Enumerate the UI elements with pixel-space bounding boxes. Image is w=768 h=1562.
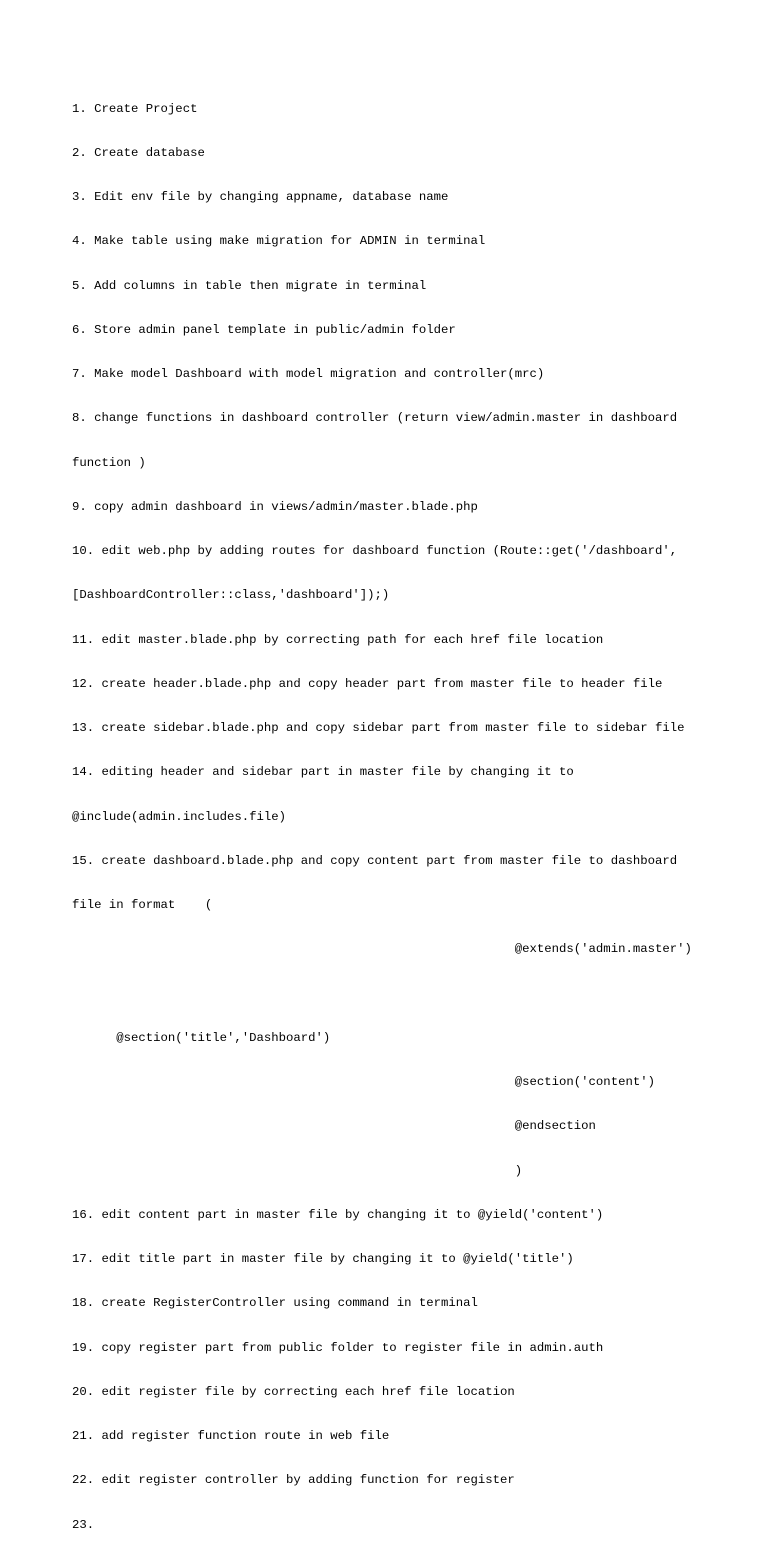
text-line: @endsection	[72, 1119, 596, 1134]
text-line: 15. create dashboard.blade.php and copy content part from master file to dashboard	[72, 853, 678, 868]
text-line: 2. Create database	[72, 145, 205, 160]
blank-line	[72, 987, 712, 1002]
text-line: 23.	[72, 1517, 95, 1532]
text-line: )	[72, 1163, 523, 1178]
text-line: function )	[72, 455, 146, 470]
text-line: 5. Add columns in table then migrate in terminal	[72, 278, 427, 293]
text-line: 1. Create Project	[72, 101, 198, 116]
text-line: @section('content')	[72, 1075, 655, 1089]
text-line: [DashboardController::class,'dashboard']);)	[72, 588, 390, 603]
text-line: 11. edit master.blade.php by correcting path for each href file location	[72, 632, 604, 647]
text-line: 17. edit title part in master file by changing it to @yield('title')	[72, 1252, 574, 1266]
text-line: 7. Make model Dashboard with model migration and controller(mrc)	[72, 367, 545, 381]
text-line: 16. edit content part in master file by changing it to @yield('content')	[72, 1207, 604, 1222]
text-line: 18. create RegisterController using command in terminal	[72, 1296, 478, 1311]
text-line: 19. copy register part from public folder to register file in admin.auth	[72, 1340, 604, 1355]
text-line: @extends('admin.master')	[72, 942, 692, 957]
text-line: 21. add register function route in web file	[72, 1429, 390, 1443]
text-line: 6. Store admin panel template in public/admin folder	[72, 322, 456, 337]
text-line: 20. edit register file by correcting each href file location	[72, 1384, 515, 1399]
text-line: 9. copy admin dashboard in views/admin/master.blade.php	[72, 499, 478, 514]
text-line: 4. Make table using make migration for ADMIN in terminal	[72, 234, 486, 249]
text-line: @include(admin.includes.file)	[72, 809, 287, 824]
text-line: 10. edit web.php by adding routes for dashboard function (Route::get('/dashboard',	[72, 544, 678, 558]
text-line: 13. create sidebar.blade.php and copy sidebar part from master file to sidebar file	[72, 721, 685, 735]
text-line: 14. editing header and sidebar part in master file by changing it to	[72, 765, 574, 780]
text-line: 8. change functions in dashboard controller (return view/admin.master in dashboard	[72, 411, 678, 426]
text-line: file in format (	[72, 898, 213, 912]
text-line: @section('title','Dashboard')	[72, 1030, 331, 1045]
text-line: 3. Edit env file by changing appname, database name	[72, 190, 449, 204]
document-text	[72, 72, 712, 1562]
text-line: 12. create header.blade.php and copy header part from master file to header file	[72, 676, 663, 691]
text-line: 22. edit register controller by adding function for register	[72, 1473, 515, 1488]
